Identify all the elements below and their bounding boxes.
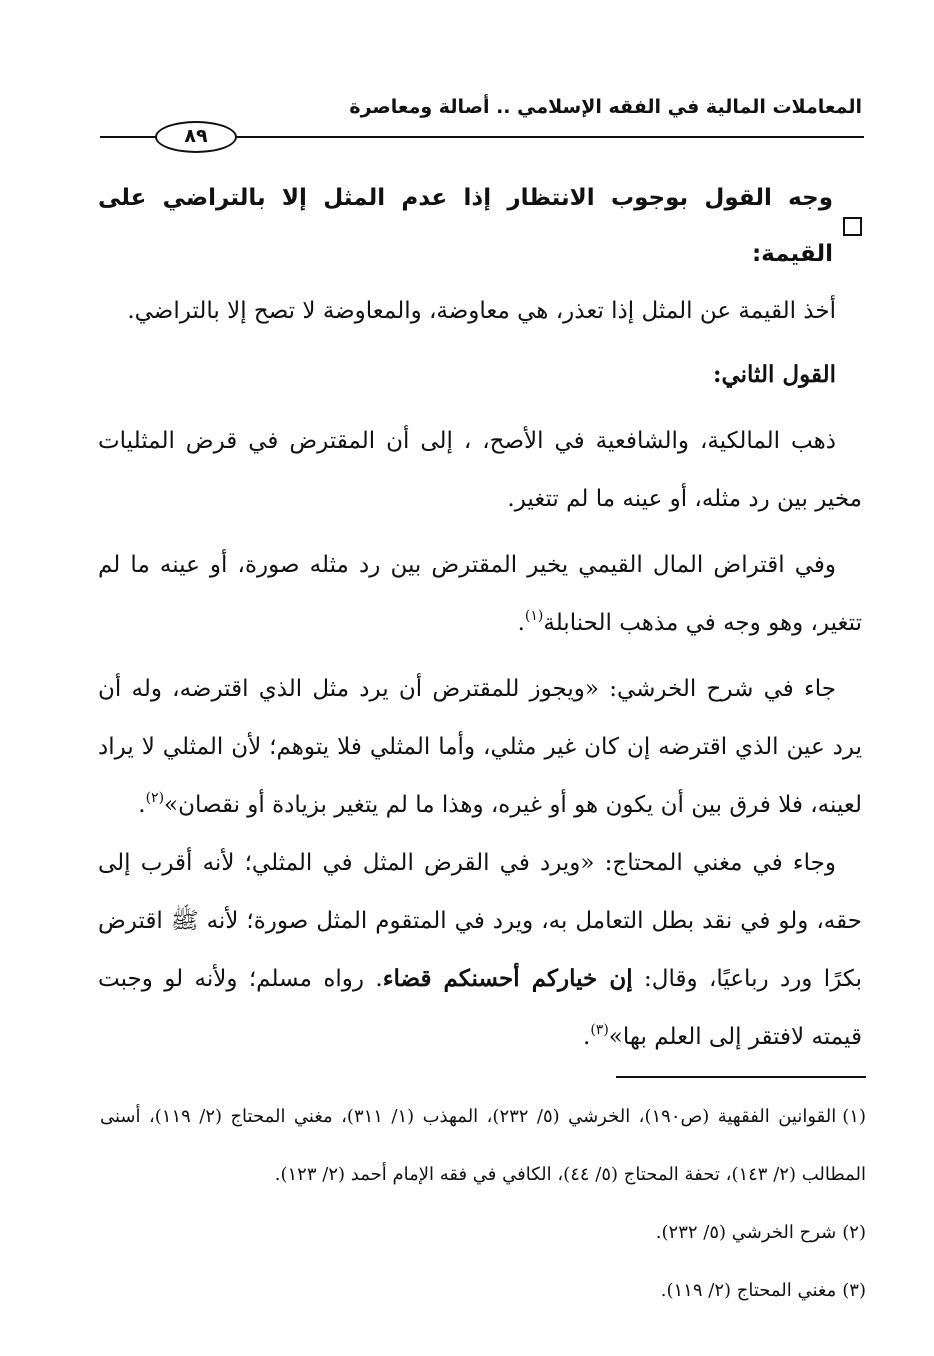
paragraph-3-end: . <box>517 610 525 636</box>
section-heading-text: وجه القول بوجوب الانتظار إذا عدم المثل إلا بالتراضي على القيمة: <box>98 185 833 267</box>
footnote-1 <box>100 1088 866 1204</box>
footnotes <box>100 1088 866 1320</box>
footnote-ref-3: (٣) <box>590 1022 609 1038</box>
paragraph-3-text: وفي اقتراض المال القيمي يخير المقترض بين رد مثله صورة، أو عينه ما لم تتغير، وهو وجه في مذهب الحنابلة <box>98 552 862 636</box>
section-heading <box>98 170 862 282</box>
subheading-second-opinion: القول الثاني: <box>712 361 836 388</box>
footnote-2 <box>100 1204 866 1262</box>
paragraph-5-text-b: . رواه مسلم؛ ولأنه لو وجبت قيمته لافتقر إلى العلم بها» <box>98 966 862 1050</box>
paragraph-1: أخذ القيمة عن المثل إذا تعذر، هي معاوضة، والمعاوضة لا تصح إلا بالتراضي. <box>127 298 836 324</box>
footnote-number: (٢) <box>842 1222 866 1243</box>
footnote-separator <box>616 1076 866 1078</box>
hadith-quote: إن خياركم أحسنكم قضاء <box>382 965 633 992</box>
paragraph-4-end: . <box>138 792 146 818</box>
main-text <box>98 170 862 1066</box>
footnote-text: شرح الخرشي (٥/ ٢٣٢). <box>655 1222 837 1243</box>
paragraph-5 <box>98 834 862 1066</box>
footnote-ref-2: (٢) <box>145 790 165 806</box>
checkbox-bullet-icon <box>843 217 862 236</box>
paragraph-4-text: جاء في شرح الخرشي: «ويجوز للمقترض أن يرد مثل الذي اقترضه، وله أن يرد عين الذي اقترضه إن كان غير مثلي، وأما المثلي فلا يتوهم؛ لأن المثلي لا يراد لعينه، فلا فرق بين أن يكون هو أو غيره، وهذا ما لم يتغير بزيادة أو نقصان» <box>98 676 862 818</box>
paragraph-5-text-a: وجاء في مغني المحتاج: «ويرد في القرض المثل في المثلي؛ لأنه أقرب إلى حقه، ولو في نقد بطل التعامل به، ويرد في المتقوم المثل صورة؛ لأنه ﷺ اقترض بكرًا ورد رباعيًا، وقال: <box>98 850 862 992</box>
footnote-number: (١) <box>842 1106 866 1127</box>
paragraph-2: ذهب المالكية، والشافعية في الأصح، ، إلى أن المقترض في قرض المثليات مخير بين رد مثله، أو عينه ما لم تتغير. <box>98 428 862 512</box>
footnote-number: (٣) <box>842 1280 866 1301</box>
paragraph-5-end: . <box>583 1024 591 1050</box>
running-head-title: المعاملات المالية في الفقه الإسلامي .. أصالة ومعاصرة <box>349 96 862 118</box>
paragraph-3 <box>98 536 862 652</box>
footnote-text: القوانين الفقهية (ص١٩٠)، الخرشي (٥/ ٢٣٢)، المهذب (١/ ٣١١)، مغني المحتاج (٢/ ١١٩)، أسنى المطالب (٢/ ١٤٣)، تحفة المحتاج (٥/ ٤٤)، الكافي في فقه الإمام أحمد (٢/ ١٢٣). <box>100 1106 866 1185</box>
page-number: ٨٩ <box>155 121 237 153</box>
footnote-ref-1: (١) <box>524 608 544 624</box>
footnote-text: مغني المحتاج (٢/ ١١٩). <box>660 1280 837 1301</box>
footnote-3 <box>100 1262 866 1320</box>
paragraph-4 <box>98 660 862 834</box>
